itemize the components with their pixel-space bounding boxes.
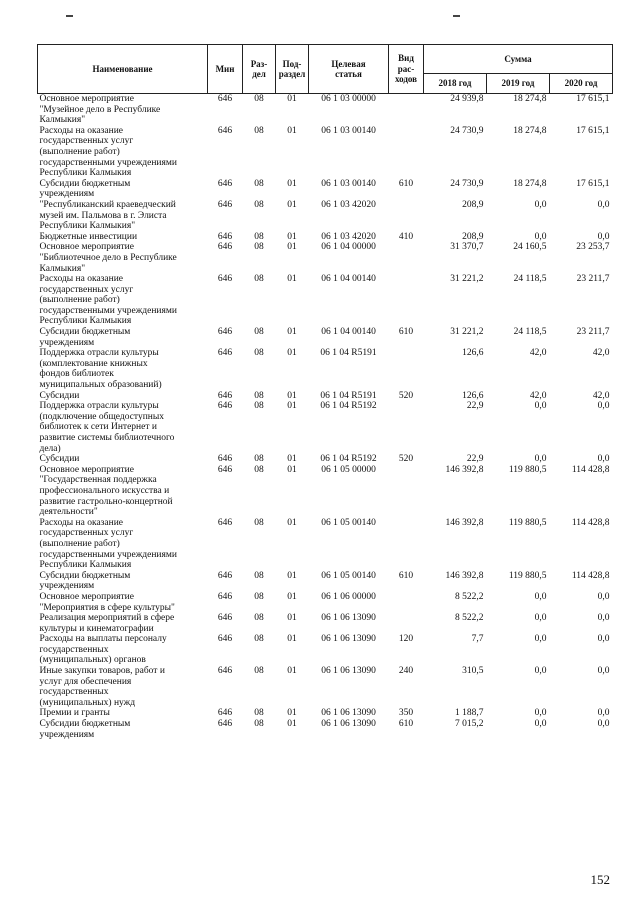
row-razdel-cell: 08 xyxy=(254,613,264,624)
row-vid-rashodov-cell xyxy=(389,94,424,126)
row-sum-2019-cell: 0,0 xyxy=(534,401,547,412)
row-podrazdel-cell: 01 xyxy=(287,199,297,210)
row-sum-2018-cell: 31 370,7 xyxy=(450,242,484,253)
row-sum-2018-cell: 146 392,8 xyxy=(445,517,484,528)
row-vid-rashodov-cell xyxy=(389,242,424,274)
row-sum-2018-cell: 22,9 xyxy=(466,454,484,465)
row-name-cell: Расходы на оказание государственных услуг (выполнение работ) государственными учреждениями Республики Калмыкия xyxy=(39,125,177,179)
row-razdel-cell: 08 xyxy=(254,274,264,285)
row-sum-2019-cell: 119 880,5 xyxy=(508,517,547,528)
row-celevaya-statya-cell: 06 1 04 R5192 xyxy=(320,401,377,412)
row-sum-2019-cell: 0,0 xyxy=(534,719,547,730)
row-vid-rashodov-cell: 520 xyxy=(398,390,414,401)
row-name-cell: Премии и гранты xyxy=(39,708,110,719)
row-min-cell: 646 xyxy=(217,454,233,465)
row-podrazdel-cell: 01 xyxy=(287,613,297,624)
row-podrazdel-cell: 01 xyxy=(287,719,297,730)
row-celevaya-statya-cell: 06 1 06 13090 xyxy=(321,634,376,645)
row-celevaya-statya-cell: 06 1 04 R5192 xyxy=(320,454,377,465)
row-min-cell: 646 xyxy=(217,464,233,475)
row-name-cell: Иные закупки товаров, работ и услуг для обеспечения государственных (муниципальных) нужд xyxy=(39,666,165,708)
row-sum-2019-cell: 0,0 xyxy=(534,454,547,465)
row-razdel-cell: 08 xyxy=(254,401,264,412)
row-celevaya-statya-cell: 06 1 03 00000 xyxy=(321,94,376,104)
row-sum-2020-cell: 17 615,1 xyxy=(576,125,610,136)
row-sum-2020-cell: 114 428,8 xyxy=(571,517,610,528)
row-sum-2020-cell: 0,0 xyxy=(597,591,610,602)
budget-table xyxy=(37,44,613,740)
row-vid-rashodov-cell: 610 xyxy=(398,327,414,338)
row-min-cell: 646 xyxy=(217,708,233,719)
row-vid-rashodov-cell: 410 xyxy=(398,231,414,242)
row-sum-2019-cell: 0,0 xyxy=(534,231,547,242)
row-razdel-cell: 08 xyxy=(254,464,264,475)
row-sum-2020-cell: 23 211,7 xyxy=(576,327,610,338)
row-sum-2020-cell: 23 211,7 xyxy=(576,274,610,285)
row-sum-2018-cell: 24 730,9 xyxy=(450,125,484,136)
row-vid-rashodov-cell xyxy=(389,401,424,454)
row-celevaya-statya-cell: 06 1 03 42020 xyxy=(321,199,376,210)
row-vid-rashodov-cell xyxy=(389,274,424,327)
row-min-cell: 646 xyxy=(217,634,233,645)
row-sum-2020-cell: 0,0 xyxy=(597,401,610,412)
row-sum-2019-cell: 0,0 xyxy=(534,708,547,719)
table-row xyxy=(38,232,613,243)
table-row xyxy=(38,634,613,666)
row-sum-2018-cell: 126,6 xyxy=(462,390,484,401)
row-razdel-cell: 08 xyxy=(254,199,264,210)
row-sum-2019-cell: 24 160,5 xyxy=(513,242,547,253)
row-name-cell: Расходы на оказание государственных услуг (выполнение работ) государственными учреждениями Республики Калмыкия xyxy=(39,274,177,327)
table-row xyxy=(38,274,613,327)
row-min-cell: 646 xyxy=(217,242,233,253)
row-podrazdel-cell: 01 xyxy=(287,231,297,242)
row-razdel-cell: 08 xyxy=(254,666,264,677)
row-sum-2020-cell: 42,0 xyxy=(592,390,610,401)
row-vid-rashodov-cell: 520 xyxy=(398,454,414,465)
row-razdel-cell: 08 xyxy=(254,390,264,401)
row-podrazdel-cell: 01 xyxy=(287,401,297,412)
row-name-cell: Субсидии бюджетным учреждениям xyxy=(39,178,131,200)
row-razdel-cell: 08 xyxy=(254,231,264,242)
row-sum-2018-cell: 310,5 xyxy=(462,666,484,677)
row-razdel-cell: 08 xyxy=(254,348,264,359)
row-min-cell: 646 xyxy=(217,613,233,624)
row-razdel-cell: 08 xyxy=(254,178,264,189)
row-sum-2019-cell: 42,0 xyxy=(529,390,547,401)
row-podrazdel-cell: 01 xyxy=(287,454,297,465)
table-row xyxy=(38,200,613,232)
row-razdel-cell: 08 xyxy=(254,517,264,528)
row-sum-2019-cell: 0,0 xyxy=(534,613,547,624)
row-sum-2018-cell: 7,7 xyxy=(471,634,484,645)
row-min-cell: 646 xyxy=(217,719,233,730)
row-name-cell: Субсидии xyxy=(39,454,80,465)
row-podrazdel-cell: 01 xyxy=(287,634,297,645)
row-sum-2018-cell: 8 522,2 xyxy=(455,591,484,602)
row-razdel-cell: 08 xyxy=(254,591,264,602)
table-row xyxy=(38,242,613,274)
row-sum-2020-cell: 17 615,1 xyxy=(576,94,610,104)
row-podrazdel-cell: 01 xyxy=(287,327,297,338)
scan-mark xyxy=(453,15,460,17)
row-sum-2020-cell: 42,0 xyxy=(592,348,610,359)
row-sum-2020-cell: 0,0 xyxy=(597,199,610,210)
header-vid-rashodov: Вид рас- ходов xyxy=(389,45,424,94)
header-celevaya-statya: Целевая статья xyxy=(309,45,389,94)
row-name-cell: Основное мероприятие "Государственная поддержка профессионального искусства и развитие гастрольно-концертной деятельности" xyxy=(39,464,173,518)
row-sum-2018-cell: 126,6 xyxy=(462,348,484,359)
row-podrazdel-cell: 01 xyxy=(287,666,297,677)
row-sum-2018-cell: 31 221,2 xyxy=(450,327,484,338)
row-podrazdel-cell: 01 xyxy=(287,591,297,602)
row-podrazdel-cell: 01 xyxy=(287,178,297,189)
row-name-cell: Субсидии бюджетным учреждениям xyxy=(39,719,131,740)
table-row xyxy=(38,454,613,465)
table-row xyxy=(38,708,613,719)
table-header xyxy=(38,45,613,94)
row-podrazdel-cell: 01 xyxy=(287,274,297,285)
row-sum-2018-cell: 208,9 xyxy=(462,231,484,242)
header-min: Мин xyxy=(208,45,243,94)
row-podrazdel-cell: 01 xyxy=(287,390,297,401)
header-year-2018: 2018 год xyxy=(424,74,487,94)
row-celevaya-statya-cell: 06 1 03 00140 xyxy=(321,125,376,136)
header-summa: Сумма xyxy=(424,45,613,74)
row-podrazdel-cell: 01 xyxy=(287,125,297,136)
row-razdel-cell: 08 xyxy=(254,634,264,645)
row-name-cell: Субсидии бюджетным учреждениям xyxy=(39,570,131,592)
table-row xyxy=(38,391,613,402)
row-razdel-cell: 08 xyxy=(254,327,264,338)
row-vid-rashodov-cell xyxy=(389,200,424,232)
table-row xyxy=(38,401,613,454)
row-vid-rashodov-cell: 610 xyxy=(398,570,414,581)
row-min-cell: 646 xyxy=(217,591,233,602)
row-razdel-cell: 08 xyxy=(254,94,264,104)
row-razdel-cell: 08 xyxy=(254,242,264,253)
header-year-2020: 2020 год xyxy=(550,74,613,94)
row-sum-2018-cell: 24 730,9 xyxy=(450,178,484,189)
row-celevaya-statya-cell: 06 1 05 00140 xyxy=(321,570,376,581)
row-podrazdel-cell: 01 xyxy=(287,708,297,719)
row-name-cell: Основное мероприятие "Мероприятия в сфере культуры" xyxy=(39,591,175,613)
row-name-cell: Основное мероприятие "Библиотечное дело в Республике Калмыкия" xyxy=(39,242,177,274)
row-sum-2019-cell: 24 118,5 xyxy=(513,274,547,285)
row-razdel-cell: 08 xyxy=(254,570,264,581)
row-name-cell: Поддержка отрасли культуры (подключение общедоступных библиотек к сети Интернет и развитие системы библиотечного дела) xyxy=(39,401,175,454)
row-sum-2018-cell: 146 392,8 xyxy=(445,464,484,475)
row-min-cell: 646 xyxy=(217,401,233,412)
row-vid-rashodov-cell xyxy=(389,592,424,613)
row-celevaya-statya-cell: 06 1 06 00000 xyxy=(321,591,376,602)
row-name-cell: Субсидии бюджетным учреждениям xyxy=(39,327,131,348)
table-row xyxy=(38,719,613,740)
row-sum-2018-cell: 31 221,2 xyxy=(450,274,484,285)
table-row xyxy=(38,348,613,390)
row-sum-2018-cell: 146 392,8 xyxy=(445,570,484,581)
row-min-cell: 646 xyxy=(217,178,233,189)
row-min-cell: 646 xyxy=(217,199,233,210)
row-vid-rashodov-cell: 240 xyxy=(398,666,414,677)
row-name-cell: "Республиканский краеведческий музей им. Пальмова в г. Элиста Республики Калмыкия" xyxy=(39,199,176,232)
row-celevaya-statya-cell: 06 1 04 00140 xyxy=(321,327,376,338)
row-sum-2018-cell: 8 522,2 xyxy=(455,613,484,624)
row-vid-rashodov-cell: 610 xyxy=(398,719,414,730)
table-row xyxy=(38,613,613,634)
row-sum-2020-cell: 114 428,8 xyxy=(571,570,610,581)
row-sum-2020-cell: 23 253,7 xyxy=(576,242,610,253)
row-celevaya-statya-cell: 06 1 03 42020 xyxy=(321,231,376,242)
row-celevaya-statya-cell: 06 1 05 00140 xyxy=(321,517,376,528)
row-sum-2019-cell: 18 274,8 xyxy=(513,178,547,189)
row-sum-2020-cell: 0,0 xyxy=(597,454,610,465)
row-sum-2019-cell: 42,0 xyxy=(529,348,547,359)
row-sum-2018-cell: 208,9 xyxy=(462,199,484,210)
row-sum-2020-cell: 0,0 xyxy=(597,231,610,242)
row-name-cell: Бюджетные инвестиции xyxy=(39,231,138,242)
row-celevaya-statya-cell: 06 1 06 13090 xyxy=(321,719,376,730)
page-number: 152 xyxy=(590,872,610,887)
row-min-cell: 646 xyxy=(217,94,233,104)
row-podrazdel-cell: 01 xyxy=(287,348,297,359)
table-row xyxy=(38,126,613,179)
row-vid-rashodov-cell: 120 xyxy=(398,634,414,645)
row-min-cell: 646 xyxy=(217,327,233,338)
row-vid-rashodov-cell xyxy=(389,518,424,571)
row-sum-2018-cell: 24 939,8 xyxy=(450,94,484,104)
row-name-cell: Расходы на оказание государственных услуг (выполнение работ) государственными учреждениями Республики Калмыкия xyxy=(39,517,177,571)
row-vid-rashodov-cell xyxy=(389,126,424,179)
row-sum-2020-cell: 0,0 xyxy=(597,719,610,730)
row-sum-2019-cell: 119 880,5 xyxy=(508,464,547,475)
row-min-cell: 646 xyxy=(217,666,233,677)
header-podrazdel: Под- раздел xyxy=(276,45,309,94)
header-year-2019: 2019 год xyxy=(487,74,550,94)
row-sum-2019-cell: 18 274,8 xyxy=(513,94,547,104)
row-sum-2020-cell: 0,0 xyxy=(597,634,610,645)
row-sum-2020-cell: 0,0 xyxy=(597,708,610,719)
row-vid-rashodov-cell: 610 xyxy=(398,178,414,189)
row-sum-2018-cell: 22,9 xyxy=(466,401,484,412)
row-celevaya-statya-cell: 06 1 03 00140 xyxy=(321,178,376,189)
row-sum-2020-cell: 0,0 xyxy=(597,666,610,677)
row-celevaya-statya-cell: 06 1 04 R5191 xyxy=(320,348,377,359)
row-vid-rashodov-cell: 350 xyxy=(398,708,414,719)
row-name-cell: Субсидии xyxy=(39,390,80,401)
row-min-cell: 646 xyxy=(217,517,233,528)
row-sum-2019-cell: 0,0 xyxy=(534,591,547,602)
row-razdel-cell: 08 xyxy=(254,125,264,136)
scan-mark xyxy=(66,15,73,17)
row-vid-rashodov-cell xyxy=(389,465,424,518)
table-row xyxy=(38,518,613,571)
table-row xyxy=(38,179,613,200)
row-celevaya-statya-cell: 06 1 04 00140 xyxy=(321,274,376,285)
row-min-cell: 646 xyxy=(217,125,233,136)
row-celevaya-statya-cell: 06 1 04 00000 xyxy=(321,242,376,253)
table-body xyxy=(38,94,613,741)
row-podrazdel-cell: 01 xyxy=(287,242,297,253)
row-celevaya-statya-cell: 06 1 06 13090 xyxy=(321,708,376,719)
row-vid-rashodov-cell xyxy=(389,348,424,390)
header-razdel: Раз- дел xyxy=(243,45,276,94)
row-razdel-cell: 08 xyxy=(254,719,264,730)
row-vid-rashodov-cell xyxy=(389,613,424,634)
row-name-cell: Поддержка отрасли культуры (комплектование книжных фондов библиотек муниципальных образований) xyxy=(39,348,162,391)
row-sum-2019-cell: 119 880,5 xyxy=(508,570,547,581)
row-sum-2019-cell: 18 274,8 xyxy=(513,125,547,136)
row-podrazdel-cell: 01 xyxy=(287,464,297,475)
row-name-cell: Реализация мероприятий в сфере культуры и кинематографии xyxy=(39,613,175,634)
table-row xyxy=(38,571,613,592)
row-sum-2019-cell: 0,0 xyxy=(534,199,547,210)
row-sum-2020-cell: 17 615,1 xyxy=(576,178,610,189)
row-celevaya-statya-cell: 06 1 06 13090 xyxy=(321,613,376,624)
row-razdel-cell: 08 xyxy=(254,454,264,465)
row-name-cell: Расходы на выплаты персоналу государственных (муниципальных) органов xyxy=(39,634,167,666)
row-sum-2019-cell: 24 118,5 xyxy=(513,327,547,338)
table-row xyxy=(38,666,613,708)
row-sum-2019-cell: 0,0 xyxy=(534,634,547,645)
row-min-cell: 646 xyxy=(217,348,233,359)
row-podrazdel-cell: 01 xyxy=(287,570,297,581)
table-row xyxy=(38,327,613,348)
row-podrazdel-cell: 01 xyxy=(287,94,297,104)
row-sum-2020-cell: 0,0 xyxy=(597,613,610,624)
row-sum-2018-cell: 1 188,7 xyxy=(455,708,484,719)
row-celevaya-statya-cell: 06 1 05 00000 xyxy=(321,464,376,475)
row-min-cell: 646 xyxy=(217,231,233,242)
row-name-cell: Основное мероприятие "Музейное дело в Республике Калмыкия" xyxy=(39,94,161,126)
header-name: Наименование xyxy=(38,45,208,94)
table-row xyxy=(38,94,613,126)
table-row xyxy=(38,465,613,518)
row-sum-2020-cell: 114 428,8 xyxy=(571,464,610,475)
row-min-cell: 646 xyxy=(217,274,233,285)
row-celevaya-statya-cell: 06 1 04 R5191 xyxy=(320,390,377,401)
row-min-cell: 646 xyxy=(217,390,233,401)
table-row xyxy=(38,592,613,613)
row-podrazdel-cell: 01 xyxy=(287,517,297,528)
row-sum-2019-cell: 0,0 xyxy=(534,666,547,677)
row-min-cell: 646 xyxy=(217,570,233,581)
row-sum-2018-cell: 7 015,2 xyxy=(455,719,484,730)
row-razdel-cell: 08 xyxy=(254,708,264,719)
row-celevaya-statya-cell: 06 1 06 13090 xyxy=(321,666,376,677)
